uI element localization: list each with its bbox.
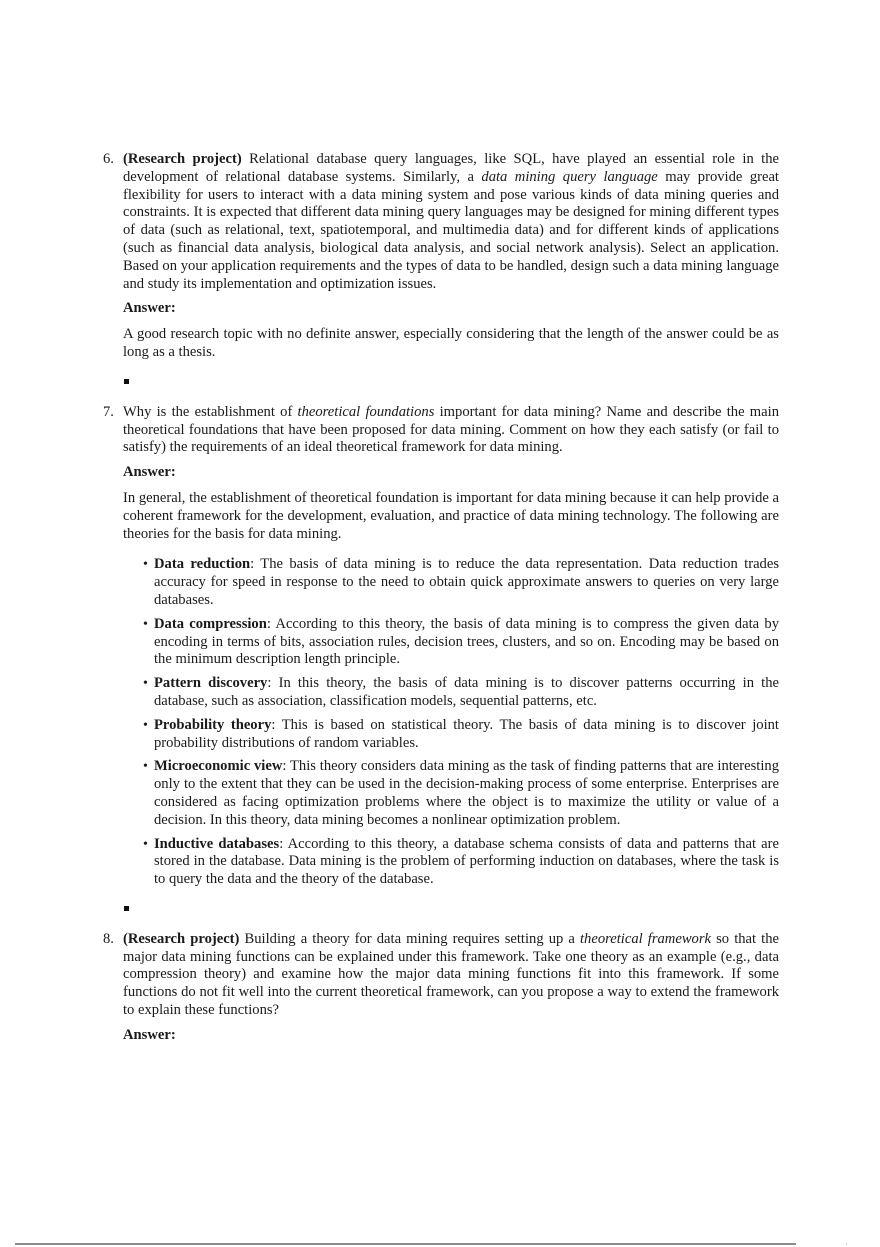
list-item: [143, 556, 780, 609]
question-text: so that the major data mining functions can be explained under this framework. Take one theory as an example (e.g., data compression theory) and examine how the major data mining functions fit into this framework. If some functions do not fit well into the current theoretical framework, can you propose a way to extend the framework to explain these functions?: [123, 930, 780, 1019]
theory-description: : The basis of data mining is to reduce the data representation. Data reduction trades accuracy for speed in response to the need to obtain quick approximate answers to queries on very large databases.: [154, 556, 780, 608]
question-text: Relational database query languages, like SQL, have played an essential role in the development of relational database systems. Similarly, a: [123, 151, 779, 185]
bullet-icon: •: [143, 676, 148, 692]
bullet-icon: •: [143, 557, 148, 573]
bullet-icon: •: [143, 836, 148, 852]
theory-term: Data compression: [154, 615, 267, 632]
emphasized-term: theoretical framework: [580, 930, 712, 947]
question-text: Why is the establishment of: [123, 403, 298, 420]
theory-description: : According to this theory, the basis of data mining is to compress the given data by encoding in terms of bits, association rules, decision trees, clusters, and so on. Encoding may be based on the minimum description length principle.: [154, 615, 779, 668]
emphasized-term: data mining query language: [481, 168, 658, 185]
theory-term: Inductive databases: [154, 835, 280, 852]
qed-square-icon: [124, 906, 129, 911]
question-number: 6.: [103, 151, 114, 167]
question-7-prompt: [103, 403, 779, 457]
research-project-label: (Research project): [123, 930, 240, 947]
bullet-icon: •: [143, 616, 148, 632]
qed-square-icon: [124, 379, 129, 384]
list-item: [143, 716, 779, 753]
question-number: 8.: [103, 930, 114, 947]
question-number: 7.: [103, 403, 114, 420]
list-item: [143, 675, 779, 711]
document-page: [103, 151, 780, 1053]
list-item: [143, 615, 779, 669]
theory-term: Microeconomic view: [154, 758, 283, 775]
theories-list: [123, 556, 779, 889]
theory-term: Pattern discovery: [154, 675, 268, 692]
answer-heading: Answer:: [123, 300, 176, 317]
theory-description: : According to this theory, a database schema consists of data and patterns that are stored in the database. Data mining is the problem of performing induction on databases, where the task is to query the data and the theory of the database.: [154, 835, 779, 888]
theory-description: : This is based on statistical theory. The basis of data mining is to discover joint probability distributions of random variables.: [154, 716, 779, 751]
answer-heading: Answer:: [123, 1026, 176, 1043]
bullet-icon: •: [143, 759, 148, 775]
question-6-prompt: [103, 151, 779, 293]
bullet-icon: •: [143, 717, 148, 733]
answer-text: A good research topic with no definite answer, especially considering that the length of the answer could be as long as a thesis.: [123, 326, 779, 360]
theory-term: Data reduction: [154, 556, 251, 573]
list-item: [143, 758, 780, 829]
page-bottom-rule: [15, 1243, 796, 1245]
research-project-label: (Research project): [123, 151, 242, 167]
question-8-prompt: [103, 930, 780, 1020]
question-text: Building a theory for data mining requires setting up a: [239, 930, 580, 947]
answer-heading: Answer:: [123, 464, 176, 481]
question-7: [103, 403, 780, 911]
page-corner-mark: [846, 1243, 847, 1245]
answer-intro: In general, the establishment of theoretical foundation is important for data mining because it can help provide a coherent framework for the development, evaluation, and practice of data mining technology. The following are theories for the basis for data mining.: [123, 489, 779, 542]
question-6: [103, 151, 779, 384]
emphasized-term: theoretical foundations: [297, 403, 435, 420]
list-item: [143, 835, 779, 889]
theory-term: Probability theory: [154, 716, 272, 733]
theory-description: : This theory considers data mining as the task of finding patterns that are interesting only to the extent that they can be used in the decision-making process of some enterprise. Enterprises are considered as facing optimization problems where the object is to maximize the utility or value of a decision. In this theory, data mining becomes a nonlinear optimization problem.: [154, 758, 780, 828]
question-8: [103, 930, 780, 1045]
question-text: may provide great flexibility for users to interact with a data mining system and pose various kinds of data mining queries and constraints. It is expected that different data mining query languages may be designed for mining different types of data (such as relational, text, spatiotemporal, and multimedia data) and for different kinds of applications (such as financial data analysis, biological data analysis, and social network analysis). Select an application. Based on your application requirements and the types of data to be handled, design such a data mining language and study its implementation and optimization issues.: [123, 168, 779, 292]
question-text: important for data mining? Name and describe the main theoretical foundations that have been proposed for data mining. Comment on how they each satisfy (or fail to satisfy) the requirements of an ideal theoretical framework for data mining.: [123, 403, 779, 456]
theory-description: : In this theory, the basis of data mining is to discover patterns occurring in the database, such as association, classification models, sequential patterns, etc.: [154, 675, 779, 709]
